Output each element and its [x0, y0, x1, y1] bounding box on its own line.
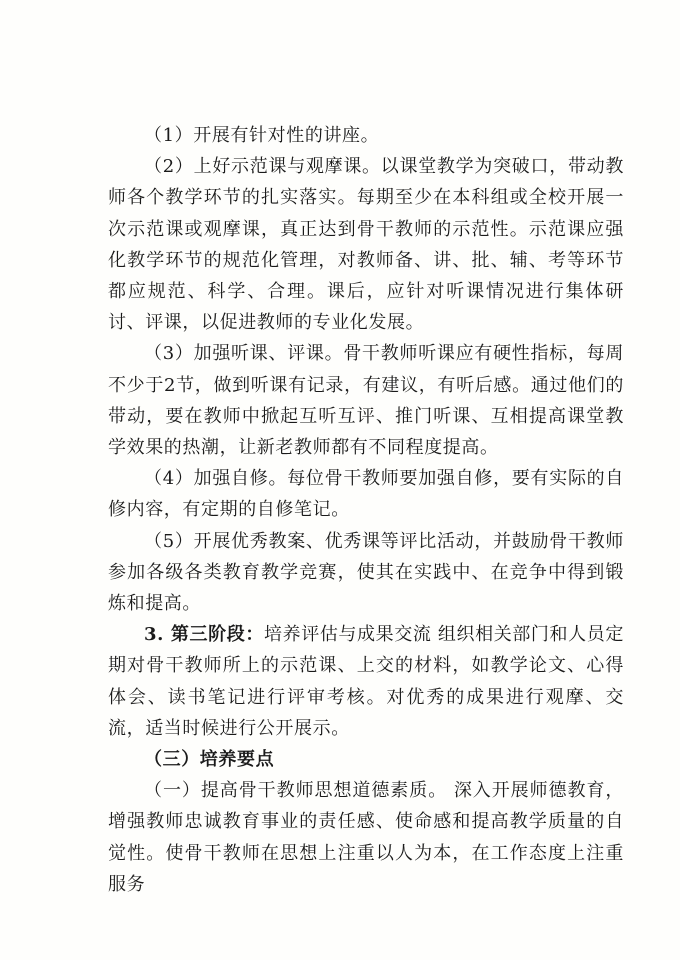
paragraph-competition [108, 526, 624, 620]
paragraph-text: （4）加强自修。每位骨干教师要加强自修，要有实际的自修内容，有定期的自修笔记。 [108, 468, 624, 521]
paragraph-demo-class [108, 151, 624, 338]
paragraph-text: （2）上好示范课与观摩课。以课堂教学为突破口，带动教师各个教学环节的扎实落实。每期至少在本科组或全校开展一次示范课或观摩课，真正达到骨干教师的示范性。示范课应强化教学环节的规范化管理，对教师备、讲、批、辅、考等环节都应规范、科学、合理。课后，应针对听课情况进行集体研讨、评课，以促进教师的专业化发展。 [108, 156, 624, 334]
section-heading-key-points [108, 744, 624, 775]
paragraph-stage-three [108, 619, 624, 744]
paragraph-text: （3）加强听课、评课。骨干教师听课应有硬性指标，每周不少于2节，做到听课有记录，有建议，有听后感。通过他们的带动，要在教师中掀起互听互评、推门听课、互相提高课堂教学效果的热潮，让新老教师都有不同程度提高。 [108, 343, 624, 459]
paragraph-text: （5）开展优秀教案、优秀课等评比活动，并鼓励骨干教师参加各级各类教育教学竞赛，使其在实践中、在竞争中得到锻炼和提高。 [108, 530, 624, 615]
paragraph-class-observation [108, 338, 624, 463]
stage-three-heading: 3. 第三阶段： [144, 624, 264, 646]
paragraph-lecture [108, 120, 624, 151]
paragraph-moral-quality [108, 775, 624, 900]
paragraph-text: （一）提高骨干教师思想道德素质。 深入开展师德教育，增强教师忠诚教育事业的责任感、使命感和提高教学质量的自觉性。使骨干教师在思想上注重以人为本，在工作态度上注重服务 [108, 780, 624, 895]
paragraph-self-study [108, 463, 624, 525]
document-body [108, 120, 624, 900]
section-heading-text: （三）培养要点 [144, 749, 275, 771]
paragraph-text: 培养评估与成果交流 组织相关部门和人员定期对骨干教师所上的示范课、上交的材料，如教学论文、心得体会、读书笔记进行评审考核。对优秀的成果进行观摩、交流，适当时候进行公开展示。 [108, 624, 624, 739]
paragraph-text: （1）开展有针对性的讲座。 [144, 125, 380, 146]
